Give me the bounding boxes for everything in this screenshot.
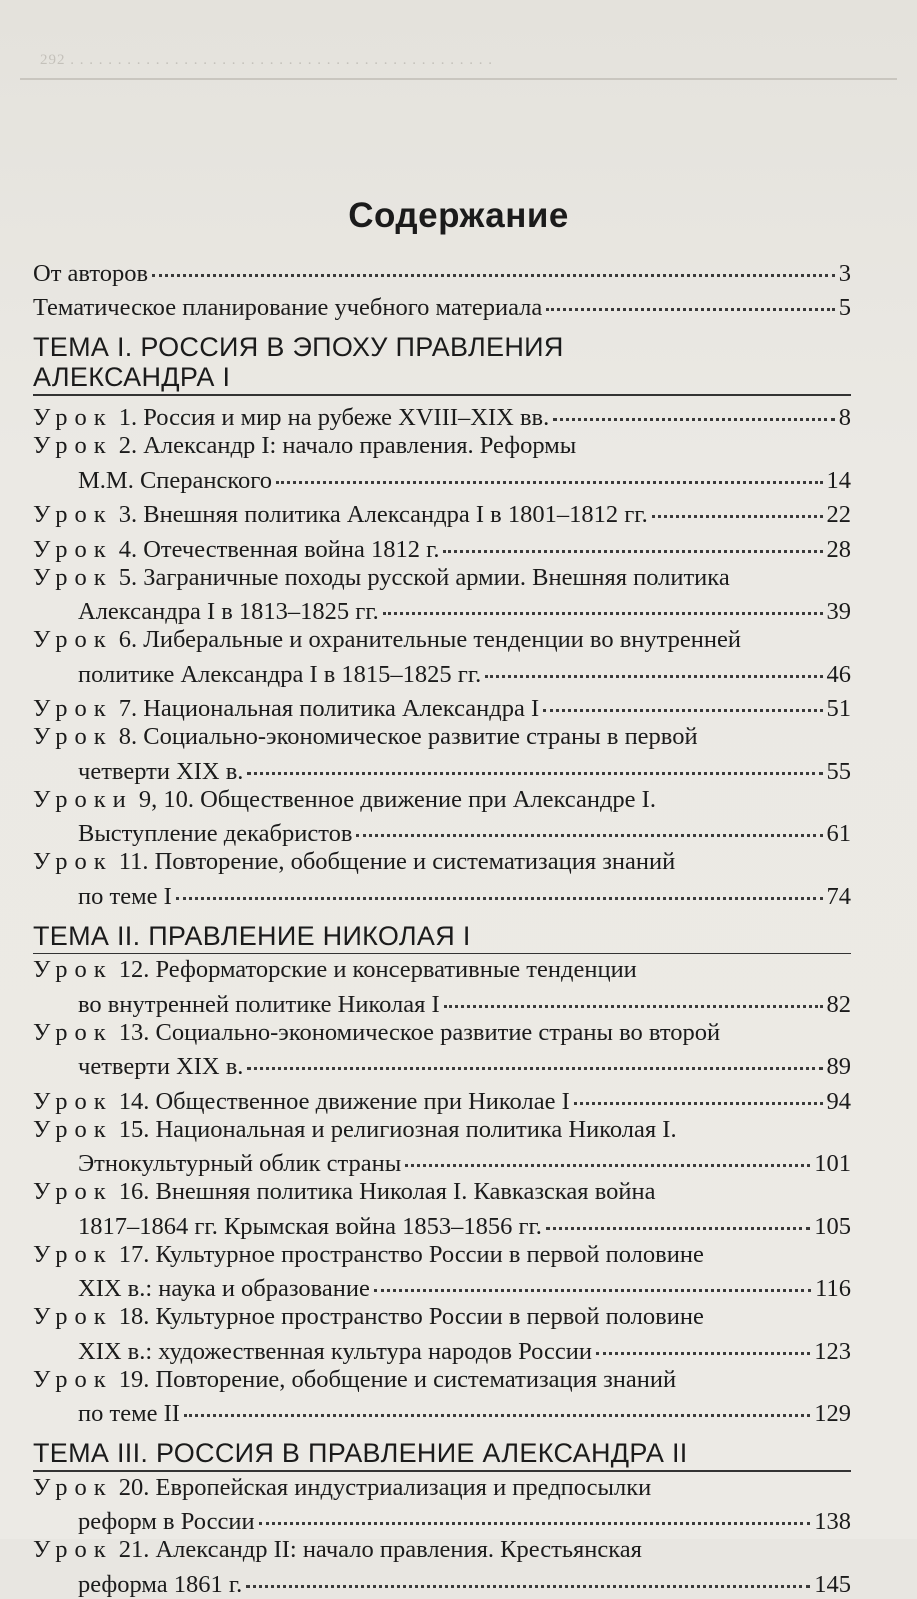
lesson-title: Внешняя политика Николая I. Кавказская война (155, 1178, 656, 1205)
lesson-head (33, 695, 539, 723)
page-number: 94 (826, 1087, 851, 1115)
toc-line (33, 1081, 851, 1116)
entry-title: От авторов (33, 259, 149, 287)
lesson-number: 21. (118, 1536, 150, 1563)
toc-entry (33, 253, 851, 288)
theme-title-line: АЛЕКСАНДРА I (33, 362, 231, 392)
lesson-title: Повторение, обобщение и систематизация знаний (155, 1365, 677, 1393)
lesson-number: 2. (118, 432, 138, 459)
lesson-number: 13. (118, 1018, 150, 1046)
lesson-entry (33, 1178, 851, 1241)
lesson-title: Социально-экономическое развитие страны во второй (155, 1018, 721, 1046)
lesson-entry (33, 1081, 851, 1116)
lesson-entry (33, 848, 851, 911)
page-number: 116 (815, 1275, 851, 1302)
lesson-title: Культурное пространство России в первой половине (155, 1303, 704, 1330)
lesson-number: 4. (118, 535, 138, 563)
lesson-title: Заграничные походы русской армии. Внешняя политика (143, 563, 730, 591)
page-number: 89 (826, 1053, 851, 1080)
toc-line (33, 1502, 851, 1537)
lesson-label: Урок (33, 1240, 113, 1268)
lesson-title-cont: XIX в.: наука и образование (78, 1275, 370, 1302)
lesson-title: Европейская индустриализация и предпосылки (155, 1473, 652, 1501)
lesson-label: Урок (33, 723, 113, 750)
lesson-label: Урок (33, 1303, 113, 1330)
lesson-entry (33, 1366, 851, 1429)
lesson-title-cont: реформа 1861 г. (78, 1570, 243, 1598)
toc-line (33, 495, 851, 530)
dot-leader (546, 1202, 810, 1230)
lesson-entry (33, 495, 851, 530)
toc-line (33, 1206, 851, 1241)
dot-leader (356, 810, 822, 838)
lesson-label: Урок (33, 1087, 113, 1115)
lesson-entry (33, 432, 851, 495)
dot-leader (652, 491, 823, 519)
page-number: 123 (814, 1337, 851, 1365)
lesson-title: Россия и мир на рубеже XVIII–XIX вв. (143, 404, 550, 431)
toc-line (33, 592, 851, 627)
lesson-label: Урок (33, 535, 113, 563)
lesson-title: Внешняя политика Александра I в 1801–1812 гг. (143, 501, 648, 528)
dot-leader (152, 249, 835, 277)
dot-leader (247, 747, 822, 775)
lesson-head (33, 404, 549, 432)
dot-leader (247, 1043, 822, 1071)
toc-line (33, 814, 851, 849)
lesson-title-cont: по теме I (78, 882, 172, 910)
theme-title-line: ТЕМА II. ПРАВЛЕНИЕ НИКОЛАЯ I (33, 920, 471, 951)
dot-leader (574, 1077, 823, 1105)
lesson-number: 6. (118, 626, 138, 653)
lesson-entry (33, 1303, 851, 1366)
lesson-label: Урок (33, 1115, 113, 1143)
page-number: 105 (814, 1212, 851, 1240)
page-number: 138 (814, 1508, 851, 1535)
lesson-title-cont: по теме II (78, 1400, 180, 1427)
lesson-title-cont: четверти XIX в. (78, 1053, 244, 1080)
running-header: 292 . . . . . . . . . . . . . . . . . . . . . . . . . . . . . . . . . . . . . . . . . . . . . (40, 52, 493, 68)
lesson-entry (33, 1019, 851, 1082)
lesson-label: Урок (33, 1178, 113, 1205)
lesson-entry (33, 1241, 851, 1304)
dot-leader (276, 456, 823, 484)
lesson-entry (33, 564, 851, 627)
page-number: 14 (826, 466, 851, 494)
lesson-number: 3. (118, 501, 138, 528)
lesson-number: 8. (118, 723, 138, 750)
lesson-label: Урок (33, 1365, 113, 1393)
lesson-title-cont: М.М. Сперанского (78, 466, 272, 494)
lesson-title-cont: 1817–1864 гг. Крымская война 1853–1856 гг. (78, 1212, 542, 1240)
lesson-title-cont: Этнокультурный облик страны (78, 1150, 402, 1177)
toc-line (33, 1269, 851, 1304)
dot-leader (184, 1390, 810, 1418)
page-number: 51 (826, 695, 851, 722)
theme-rule (33, 1470, 851, 1472)
lesson-title: Александр II: начало правления. Крестьянская (155, 1536, 642, 1563)
entry-title: Тематическое планирование учебного материала (33, 294, 543, 321)
lesson-number: 9, 10. (138, 785, 194, 813)
lesson-title: Отечественная война 1812 г. (143, 535, 440, 563)
page-number: 55 (826, 757, 851, 785)
page-number: 61 (826, 820, 851, 847)
lesson-label: Урок (33, 1018, 113, 1046)
toc-line (33, 253, 851, 288)
page-number: 5 (838, 294, 851, 321)
lesson-entry (33, 626, 851, 689)
lesson-entry (33, 786, 851, 849)
theme-heading (33, 332, 851, 392)
toc-line (33, 1331, 851, 1366)
theme-rule (33, 953, 851, 955)
page-number: 46 (826, 660, 851, 688)
page-number: 3 (838, 259, 851, 287)
toc-line (33, 1564, 851, 1599)
page-number: 129 (814, 1400, 851, 1427)
lesson-title: Повторение, обобщение и систематизация знаний (154, 848, 676, 875)
lesson-title-cont: четверти XIX в. (78, 757, 244, 785)
dot-leader (259, 1498, 811, 1526)
page-number: 39 (826, 598, 851, 625)
dot-leader (553, 394, 835, 422)
lesson-title: Общественное движение при Александре I. (200, 785, 656, 813)
lesson-title: Александр I: начало правления. Реформы (143, 432, 577, 459)
dot-leader (546, 284, 834, 312)
dot-leader (596, 1327, 810, 1355)
lesson-label: Урок (33, 1473, 113, 1501)
lesson-title: Реформаторские и консервативные тенденции (155, 956, 637, 983)
dot-leader (443, 525, 822, 553)
toc-line (33, 1394, 851, 1429)
dot-leader (374, 1265, 811, 1293)
lesson-title: Либеральные и охранительные тенденции во внутренней (143, 626, 741, 653)
lesson-number: 17. (118, 1240, 150, 1268)
dot-leader (485, 650, 822, 678)
lesson-entry (33, 398, 851, 433)
lesson-entry (33, 1536, 851, 1599)
lesson-number: 15. (118, 1115, 150, 1143)
lesson-head (33, 536, 439, 564)
lesson-title-cont: XIX в.: художественная культура народов России (78, 1337, 592, 1365)
lesson-entry (33, 1116, 851, 1179)
dot-leader (444, 980, 823, 1008)
theme-title-line: ТЕМА III. РОССИЯ В ПРАВЛЕНИЕ АЛЕКСАНДРА II (33, 1438, 688, 1468)
toc-line (33, 398, 851, 433)
lesson-title: Общественное движение при Николае I (155, 1087, 570, 1115)
lesson-number: 16. (118, 1178, 150, 1205)
page-number: 74 (826, 882, 851, 910)
toc-line (33, 984, 851, 1019)
page-number: 22 (826, 501, 851, 528)
lesson-entry (33, 689, 851, 724)
lesson-number: 14. (118, 1087, 150, 1115)
lesson-title: Социально-экономическое развитие страны в первой (143, 723, 698, 750)
toc-line (33, 460, 851, 495)
lesson-title-cont: Выступление декабристов (78, 820, 353, 847)
lesson-label: Урок (33, 563, 113, 591)
lesson-label: Урок (33, 848, 113, 875)
dot-leader (405, 1140, 810, 1168)
lesson-title-cont: Александра I в 1813–1825 гг. (78, 598, 379, 625)
lesson-entry (33, 723, 851, 786)
lesson-title: Национальная и религиозная политика Николая I. (155, 1115, 677, 1143)
page-number: 28 (826, 535, 851, 563)
toc-line (33, 1047, 851, 1082)
lesson-number: 7. (118, 695, 138, 722)
lesson-number: 12. (118, 956, 150, 983)
lesson-label: Урок (33, 956, 113, 983)
lesson-title-cont: политике Александра I в 1815–1825 гг. (78, 660, 482, 688)
lesson-label: Урок (33, 432, 113, 459)
dot-leader (383, 588, 823, 616)
theme-heading (33, 921, 851, 951)
toc-line (33, 751, 851, 786)
lesson-title: Культурное пространство России в первой половине (155, 1240, 704, 1268)
lesson-title: Национальная политика Александра I (143, 695, 540, 722)
lesson-title-cont: во внутренней политике Николая I (78, 990, 440, 1018)
lesson-label: Урок (33, 1536, 113, 1563)
lesson-entry (33, 956, 851, 1019)
lesson-number: 19. (118, 1365, 150, 1393)
lesson-number: 20. (118, 1473, 150, 1501)
table-of-contents (33, 253, 851, 1599)
dot-leader (176, 872, 823, 900)
lesson-number: 1. (118, 404, 138, 431)
lesson-title-cont: реформ в России (78, 1508, 255, 1535)
lesson-entry (33, 1474, 851, 1537)
lesson-number: 18. (118, 1303, 150, 1330)
toc-line (33, 654, 851, 689)
lesson-label: Урок (33, 626, 113, 653)
toc-title: Содержание (348, 196, 569, 235)
toc-line (33, 1144, 851, 1179)
lesson-label: Уроки (33, 785, 133, 813)
lesson-label: Урок (33, 501, 113, 528)
lesson-number: 11. (118, 848, 149, 875)
page-number: 145 (814, 1570, 851, 1598)
lesson-label: Урок (33, 695, 113, 722)
page-number: 101 (814, 1150, 851, 1177)
toc-line (33, 876, 851, 911)
lesson-label: Урок (33, 404, 113, 431)
lesson-entry (33, 529, 851, 564)
lesson-head (33, 1088, 570, 1116)
theme-heading (33, 1438, 851, 1468)
toc-line (33, 529, 851, 564)
page-number: 8 (838, 404, 851, 431)
page-number: 82 (826, 990, 851, 1018)
toc-entry (33, 288, 851, 323)
toc-line (33, 689, 851, 724)
header-rule (20, 78, 897, 80)
lesson-number: 5. (118, 563, 138, 591)
theme-title-line: ТЕМА I. РОССИЯ В ЭПОХУ ПРАВЛЕНИЯ (33, 332, 564, 362)
dot-leader (543, 685, 822, 713)
toc-line (33, 288, 851, 323)
dot-leader (246, 1560, 810, 1588)
